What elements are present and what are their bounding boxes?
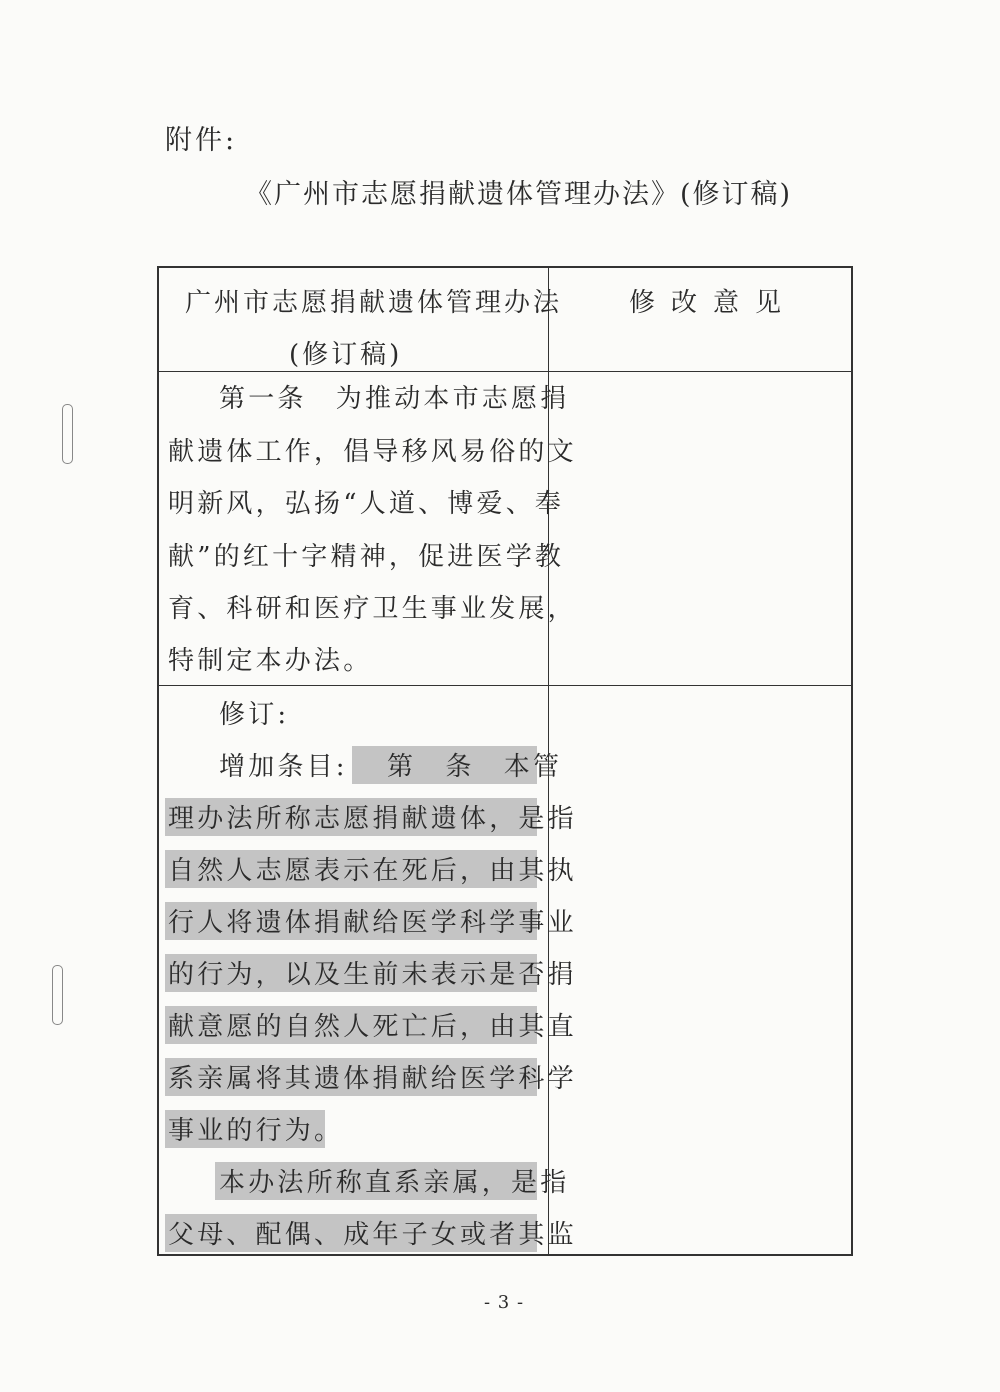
header-right-title: 修改意见 (629, 288, 798, 318)
revision-label: 修订: (219, 700, 290, 730)
relatives-line: 本办法所称直系亲属，是指 (219, 1168, 570, 1198)
revision-line: 的行为，以及生前未表示是否捐 (168, 960, 577, 990)
revision-line: 事业的行为。 (168, 1116, 344, 1146)
document-title: 《广州市志愿捐献遗体管理办法》(修订稿) (245, 179, 793, 210)
header-left-subtitle: (修订稿) (289, 340, 403, 370)
row-divider-header (159, 371, 851, 372)
attachment-label: 附件: (165, 125, 238, 156)
revision-line: 系亲属将其遗体捐献给医学科学 (168, 1064, 577, 1094)
staple-mark-bottom (52, 965, 63, 1025)
revision-line: 理办法所称志愿捐献遗体，是指 (168, 804, 577, 834)
article1-line: 献”的红十字精神，促进医学教 (168, 542, 565, 572)
article1-line: 育、科研和医疗卫生事业发展， (168, 594, 577, 624)
article1-line: 明新风，弘扬“人道、博爱、奉 (168, 489, 565, 519)
page-number: - 3 - (484, 1292, 525, 1313)
article1-line: 第一条 为推动本市志愿捐 (219, 384, 570, 414)
revision-line: 行人将遗体捐献给医学科学事业 (168, 908, 577, 938)
add-item-highlight: 第 条 本管 (387, 752, 563, 782)
relatives-line: 父母、配偶、成年子女或者其监 (168, 1220, 577, 1250)
revision-table (157, 266, 853, 1256)
add-item-label: 增加条目: (219, 752, 348, 782)
header-left-title: 广州市志愿捐献遗体管理办法 (185, 288, 563, 318)
staple-mark-top (62, 404, 73, 464)
article1-line: 献遗体工作，倡导移风易俗的文 (168, 437, 577, 467)
revision-line: 自然人志愿表示在死后，由其执 (168, 856, 577, 886)
revision-line: 献意愿的自然人死亡后，由其直 (168, 1012, 577, 1042)
row-divider-article1 (159, 685, 851, 686)
article1-line: 特制定本办法。 (168, 646, 373, 676)
